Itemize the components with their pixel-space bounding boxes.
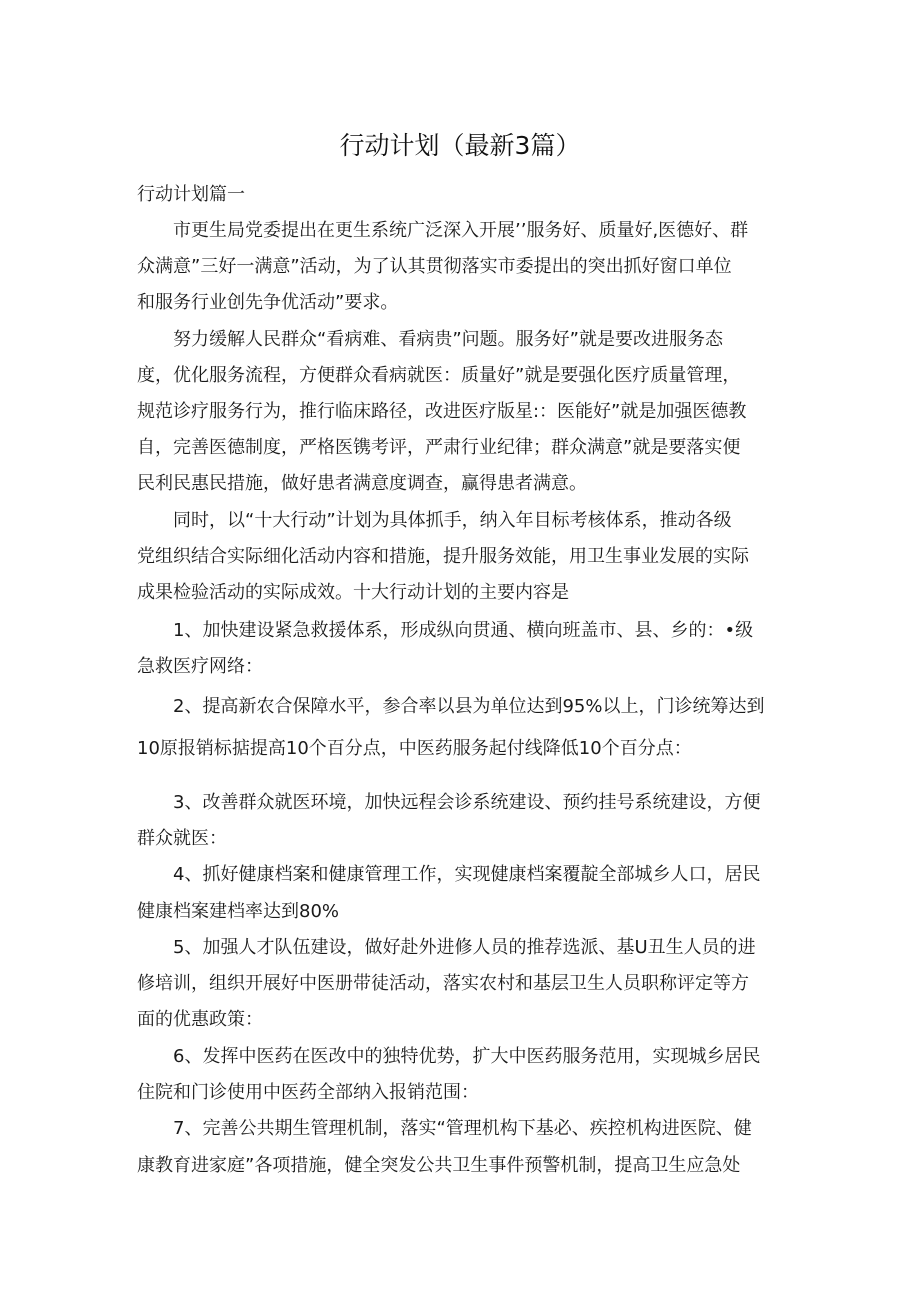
list-item-line: 急救医疗网络：	[137, 656, 263, 677]
list-item-line: 修培训，组织开展好中医册带徒活动，落实农村和基层卫生人员职称评定等方	[137, 973, 749, 994]
list-item-line: 健康档案建档率达到80%	[137, 901, 340, 922]
list-item-line: 7、完善公共期生管理机制，落实“管理机构下基必、疾控机构进医院、健	[173, 1118, 752, 1139]
list-item-line: 1、加快建设紧急救援体系，形成纵向贯通、横向班盖市、县、乡的：•级	[173, 620, 754, 641]
list-item-line: 群众就医：	[137, 828, 227, 849]
paragraph-line: 民利民惠民措施，做好患者满意度调查，赢得患者满意。	[137, 473, 587, 494]
list-item-line: 6、发挥中医药在医改中的独特优势，扩大中医药服务范用，实现城乡居民	[173, 1046, 761, 1067]
paragraph-line: 成果检验活动的实际成效。十大行动计划的主要内容是	[137, 582, 569, 603]
paragraph-line: 自，完善医德制度，严格医镌考评，严肃行业纪律；群众满意”就是要落实便	[137, 437, 741, 458]
paragraph-line: 度，优化服务流程，方便群众看病就医：质量好”就是要强化医疗质量管理，	[137, 365, 741, 386]
paragraph-line: 市更生局党委提出在更生系统广泛深入开展’’服务好、质量好,医德好、群	[173, 220, 749, 241]
paragraph-line: 同时，以“十大行动”计划为具体抓手，纳入年目标考核体系，推动各级	[173, 510, 732, 531]
list-item-line: 3、改善群众就医环境，加快远程会诊系统建设、预约挂号系统建设，方便	[173, 792, 761, 813]
section-heading: 行动计划篇一	[137, 184, 245, 205]
document-title: 行动计划（最新3篇）	[339, 131, 581, 160]
paragraph-line: 和服务行业创先争优活动”要求。	[137, 292, 399, 313]
list-item-line: 住院和门诊使用中医药全部纳入报销范围：	[137, 1082, 479, 1103]
list-item-line: 4、抓好健康档案和健康管理工作，实现健康档案覆靛全部城乡人口，居民	[173, 864, 761, 885]
list-item-line: 10原报销标掂提高10个百分点，中医药服务起付线降低10个百分点：	[137, 738, 692, 759]
paragraph-line: 众满意”三好一满意”活动，为了认其贯彻落实市委提出的突出抓好窗口单位	[137, 256, 732, 277]
list-item-line: 5、加强人才队伍建设，做好赴外进修人员的推荐选派、基U丑生人员的进	[173, 937, 756, 958]
paragraph-line: 规范诊疗服务行为，推行临床路径，改进医疗版星:：医能好”就是加强医德教	[137, 401, 747, 422]
list-item-line: 2、提高新农合保障水平，参合率以县为单位达到95%以上，门诊统筹达到	[173, 696, 765, 717]
list-item-line: 康教育进家庭”各项措施，健全突发公共卫生事件预警机制，提高卫生应急处	[137, 1155, 741, 1176]
list-item-line: 面的优惠政策：	[137, 1009, 263, 1030]
paragraph-line: 努力缓解人民群众“看病难、看病贵”问题。服务好”就是要改进服务态	[173, 329, 723, 350]
paragraph-line: 党组织结合实际细化活动内容和措施，提升服务效能，用卫生事业发展的实际	[137, 546, 749, 567]
